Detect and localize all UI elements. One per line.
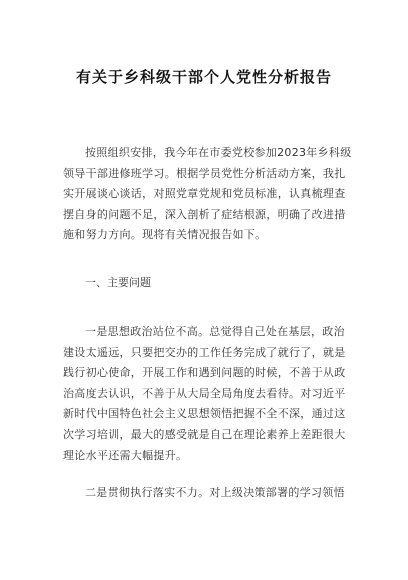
problem-one-paragraph (63, 322, 353, 466)
paragraph-line: 摆自身的问题不足，深入剖析了症结根源，明确了改进措 (63, 207, 346, 221)
paragraph-line: 建设太遥远，只要把交办的工作任务完成了就行了，就是 (63, 345, 346, 359)
section-heading: 一、主要问题 (85, 276, 151, 289)
intro-paragraph (63, 143, 353, 246)
paragraph-line: 二是贯彻执行落实不力。对上级决策部署的学习领悟 (85, 486, 345, 499)
paragraph-line: 新时代中国特色社会主义思想领悟把握不全不深，通过这 (63, 407, 346, 421)
problem-two-paragraph (63, 483, 353, 504)
paragraph-line: 施和努力方向。现将有关情况报告如下。 (63, 228, 267, 242)
paragraph-line: 理论水平还需大幅提升。 (63, 448, 188, 462)
paragraph-line: 领导干部进修班学习。根据学员党性分析活动方案，我扎 (63, 166, 346, 180)
paragraph-line: 按照组织安排，我今年在市委党校参加2023年乡科级 (85, 146, 352, 159)
paragraph-line: 治高度去认识，不善于从大局全局角度去看待。对习近平 (63, 386, 346, 400)
paragraph-line: 践行初心使命，开展工作和遇到问题的时候，不善于从政 (63, 366, 346, 380)
paragraph-line: 一是思想政治站位不高。总觉得自己处在基层，政治 (85, 325, 345, 338)
paragraph-line: 实开展谈心谈话，对照党章党规和党员标准，认真梳理查 (63, 187, 346, 201)
paragraph-line: 次学习培训，最大的感受就是自己在理论素养上差距很大 (63, 427, 346, 441)
document-title: 有关于乡科级干部个人党性分析报告 (75, 68, 332, 86)
